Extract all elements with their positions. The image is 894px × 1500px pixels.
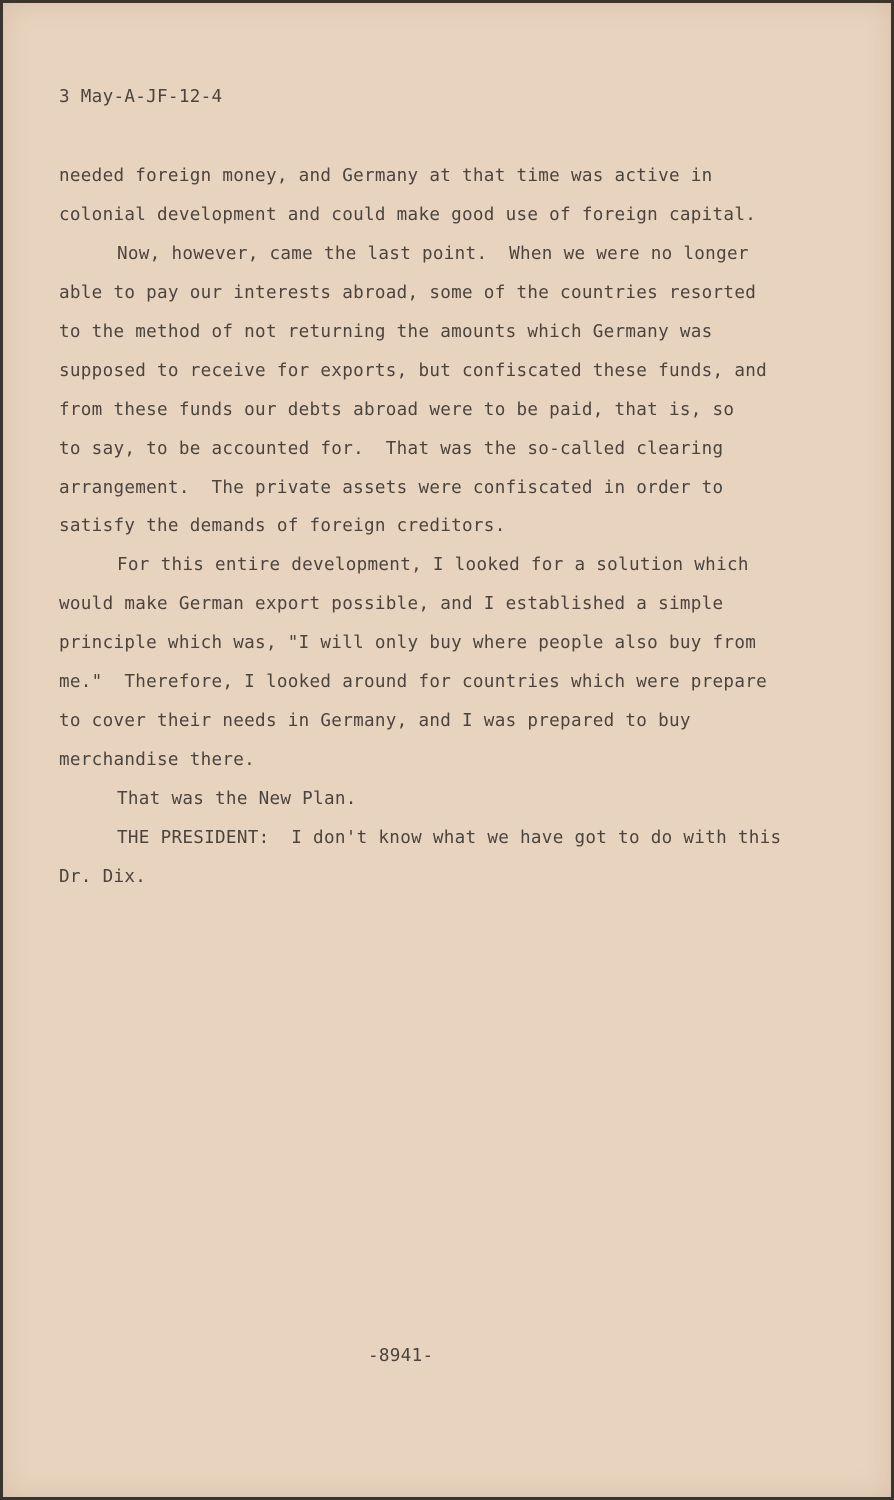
text-line-7: from these funds our debts abroad were to be paid, that is, so — [59, 400, 735, 420]
page-number: -8941- — [368, 1346, 434, 1366]
text-line-3: Now, however, came the last point. When we were no longer — [117, 244, 749, 264]
text-line-8: to say, to be accounted for. That was the so-called clearing — [59, 439, 724, 459]
text-line-16: merchandise there. — [59, 750, 256, 770]
text-line-11: For this entire development, I looked for a solution which — [117, 555, 749, 575]
text-line-2: colonial development and could make good use of foreign capital. — [59, 205, 757, 225]
text-line-6: supposed to receive for exports, but confiscated these funds, and — [59, 361, 768, 381]
text-line-18: THE PRESIDENT: I don't know what we have got to do with this — [117, 828, 782, 848]
text-line-10: satisfy the demands of foreign creditors. — [59, 516, 506, 536]
text-line-14: me." Therefore, I looked around for countries which were prepare — [59, 672, 768, 692]
text-line-4: able to pay our interests abroad, some of the countries resorted — [59, 283, 757, 303]
text-line-15: to cover their needs in Germany, and I was prepared to buy — [59, 711, 691, 731]
text-line-1: needed foreign money, and Germany at that time was active in — [59, 166, 713, 186]
text-line-13: principle which was, "I will only buy where people also buy from — [59, 633, 757, 653]
text-line-5: to the method of not returning the amounts which Germany was — [59, 322, 713, 342]
text-line-19: Dr. Dix. — [59, 867, 147, 887]
text-line-17: That was the New Plan. — [117, 789, 357, 809]
document-reference: 3 May-A-JF-12-4 — [59, 87, 223, 107]
text-line-12: would make German export possible, and I established a simple — [59, 594, 724, 614]
text-line-9: arrangement. The private assets were confiscated in order to — [59, 478, 724, 498]
